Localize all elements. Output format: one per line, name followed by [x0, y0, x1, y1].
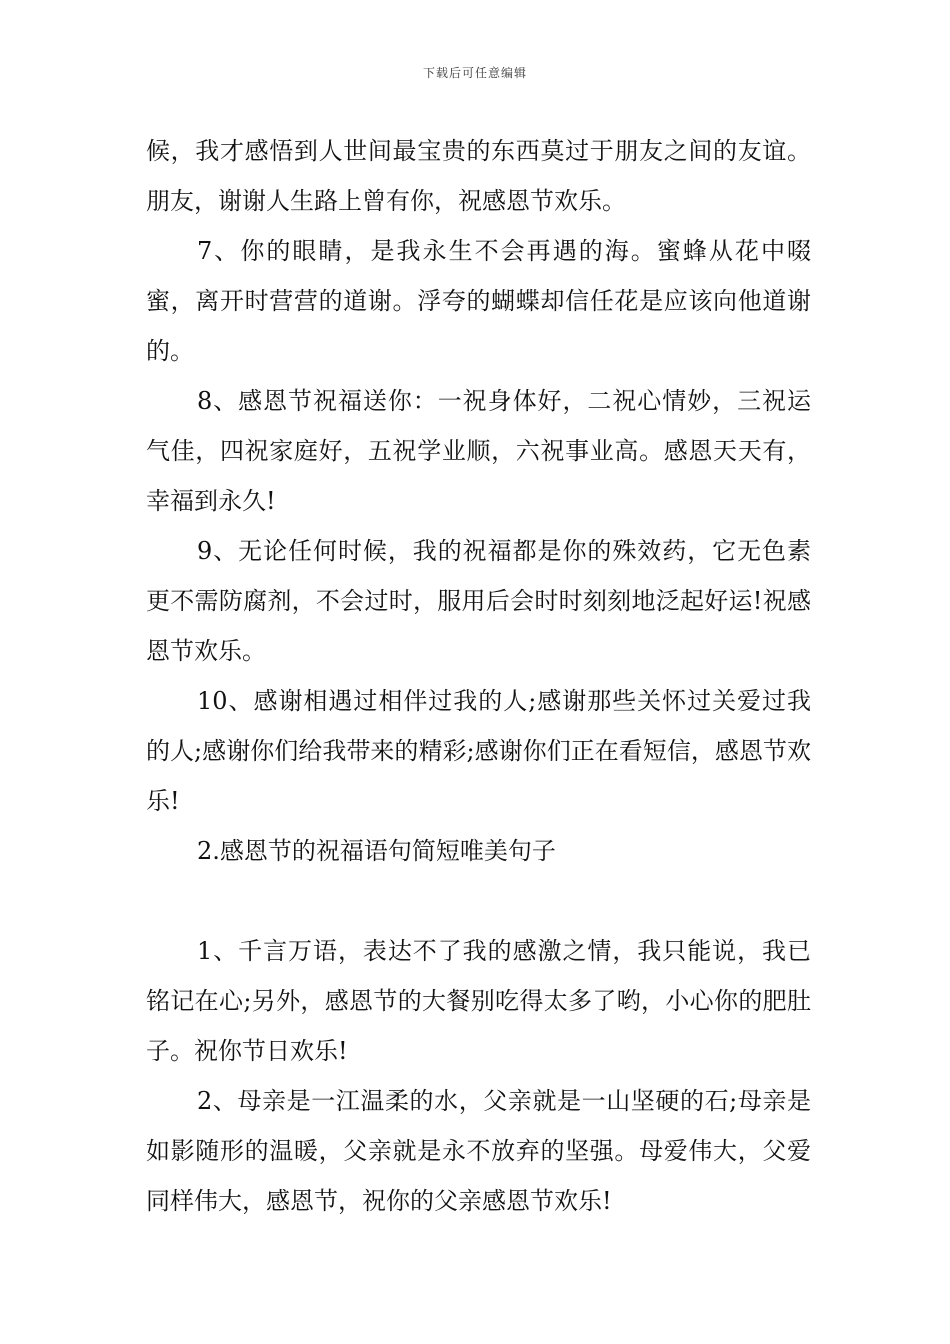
- paragraph-item-9: 9、无论任何时候，我的祝福都是你的殊效药，它无色素更不需防腐剂，不会过时，服用后会时时刻刻地泛起好运!祝感恩节欢乐。: [146, 537, 811, 665]
- page-header: 下载后可任意编辑: [422, 66, 527, 80]
- section-heading: 2.感恩节的祝福语句简短唯美句子: [197, 837, 556, 865]
- paragraph-item-2: 2、母亲是一江温柔的水，父亲就是一山坚硬的石;母亲是如影随形的温暖，父亲就是永不放弃的坚强。母爱伟大，父爱同样伟大，感恩节，祝你的父亲感恩节欢乐!: [146, 1087, 811, 1215]
- section-spacer: [146, 876, 811, 926]
- paragraph-item-8: 8、感恩节祝福送你：一祝身体好，二祝心情妙，三祝运气佳，四祝家庭好，五祝学业顺，六祝事业高。感恩天天有，幸福到永久!: [146, 387, 811, 515]
- document-body: [146, 126, 811, 1226]
- paragraph-item-1: 1、千言万语，表达不了我的感激之情，我只能说，我已铭记在心;另外，感恩节的大餐别吃得太多了哟，小心你的肥肚子。祝你节日欢乐!: [146, 937, 811, 1065]
- paragraph-item-7: 7、你的眼睛，是我永生不会再遇的海。蜜蜂从花中啜蜜，离开时营营的道谢。浮夸的蝴蝶却信任花是应该向他道谢的。: [146, 237, 811, 365]
- paragraph-item-10: 10、感谢相遇过相伴过我的人;感谢那些关怀过关爱过我的人;感谢你们给我带来的精彩;感谢你们正在看短信，感恩节欢乐!: [146, 687, 811, 815]
- paragraph-continuation: 候，我才感悟到人世间最宝贵的东西莫过于朋友之间的友谊。朋友，谢谢人生路上曾有你，祝感恩节欢乐。: [146, 137, 811, 215]
